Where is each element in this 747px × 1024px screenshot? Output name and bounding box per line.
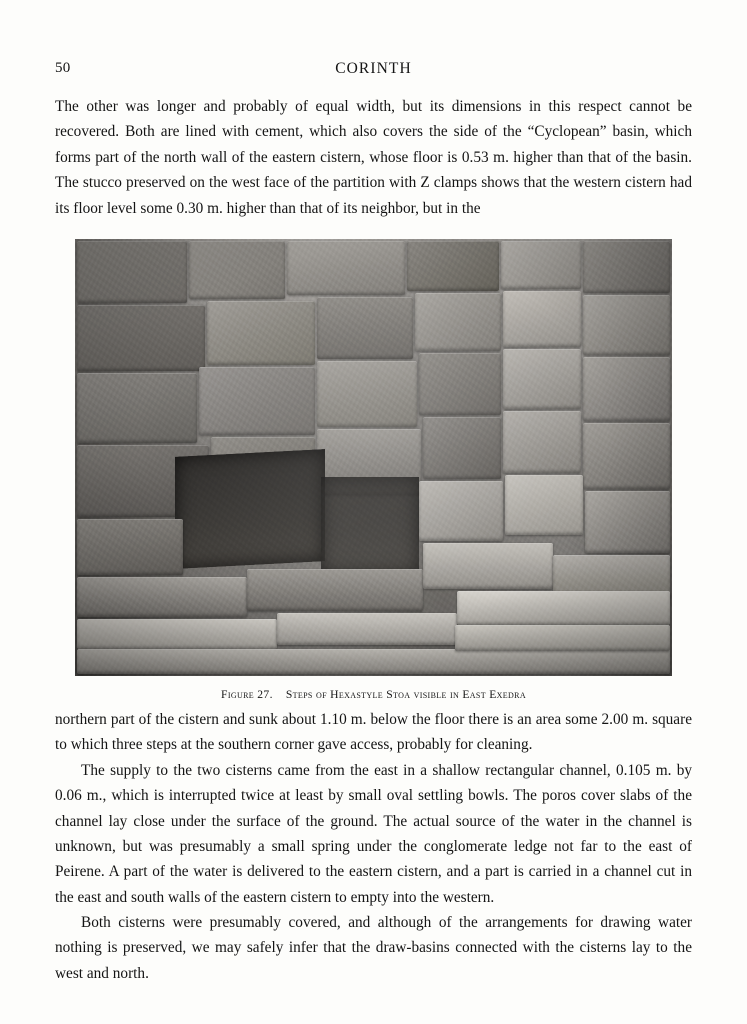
stone-block (583, 241, 670, 293)
stone-block (585, 491, 670, 553)
stone-block (583, 357, 670, 421)
stone-block (503, 291, 581, 347)
page-content (55, 60, 692, 986)
page-number: 50 (55, 60, 71, 76)
running-head-title: CORINTH (335, 60, 412, 77)
stone-block (583, 423, 670, 489)
ground-surface (455, 625, 670, 651)
figure-label: Figure 27. (221, 687, 273, 701)
stone-block (199, 367, 315, 435)
stone-block (77, 373, 197, 443)
stone-block (189, 241, 285, 299)
stone-block (317, 297, 413, 359)
stone-block (419, 481, 503, 541)
figure-caption-text: Steps of Hexastyle Stoa visible in East Exedra (285, 687, 526, 701)
stone-block (77, 241, 187, 303)
stone-step (457, 591, 670, 625)
stone-block (503, 349, 581, 409)
running-head (55, 60, 692, 86)
stone-block (583, 295, 670, 355)
stone-block (423, 417, 501, 479)
stone-block (317, 361, 417, 427)
paragraph-1: The other was longer and probably of equal width, but its dimensions in this respect cannot be recovered. Both are lined with cement, which also covers the side of the “Cyclopean” basin, which forms part of the north wall of the eastern cistern, whose floor is 0.53 m. higher than that of the basin. The stucco preserved on the west face of the partition with Z clamps shows that the western cistern had its floor level some 0.30 m. higher than that of its neighbor, but in the (55, 98, 692, 217)
stone-block (287, 241, 405, 295)
paragraph-3: The supply to the two cisterns came from the east in a shallow rectangular channel, 0.105 m. by 0.06 m., which is interrupted twice at least by small oval settling bowls. The poros cover slabs of the channel lay close under the surface of the ground. The actual source of the water in the channel is unknown, but was presumably a small spring under the conglomerate ledge not far to the east of Peirene. A part of the water is delivered to the eastern cistern, and a part is carried in a channel cut in the east and south walls of the eastern cistern to empty into the western. (55, 761, 692, 906)
stone-block (207, 301, 315, 365)
paragraph-4: Both cisterns were presumably covered, and although of the arrangements for drawing water nothing is preserved, we may safely infer that the draw-basins connected with the cisterns lay to the west and north. (55, 914, 692, 982)
stone-step (277, 613, 457, 645)
stone-block (503, 411, 581, 473)
paragraph-2: northern part of the cistern and sunk about 1.10 m. below the floor there is an area some 2.00 m. square to which three steps at the southern corner gave access, probably for cleaning. (55, 710, 692, 754)
figure-photograph (75, 239, 672, 676)
stone-block (77, 305, 205, 371)
stone-step (247, 569, 423, 611)
ground-surface (77, 649, 670, 674)
stone-step (77, 619, 277, 649)
stone-block (77, 519, 183, 575)
wall-recess-shadow (175, 449, 325, 569)
stone-block (505, 475, 583, 535)
stone-block (407, 241, 499, 291)
stone-step (423, 543, 553, 589)
figure-caption (55, 688, 692, 701)
stone-block (415, 293, 501, 351)
figure-27 (55, 239, 692, 701)
stone-step (77, 577, 247, 617)
stone-block (501, 241, 581, 289)
wall-recess-shadow (321, 477, 419, 573)
stone-block (419, 353, 501, 415)
